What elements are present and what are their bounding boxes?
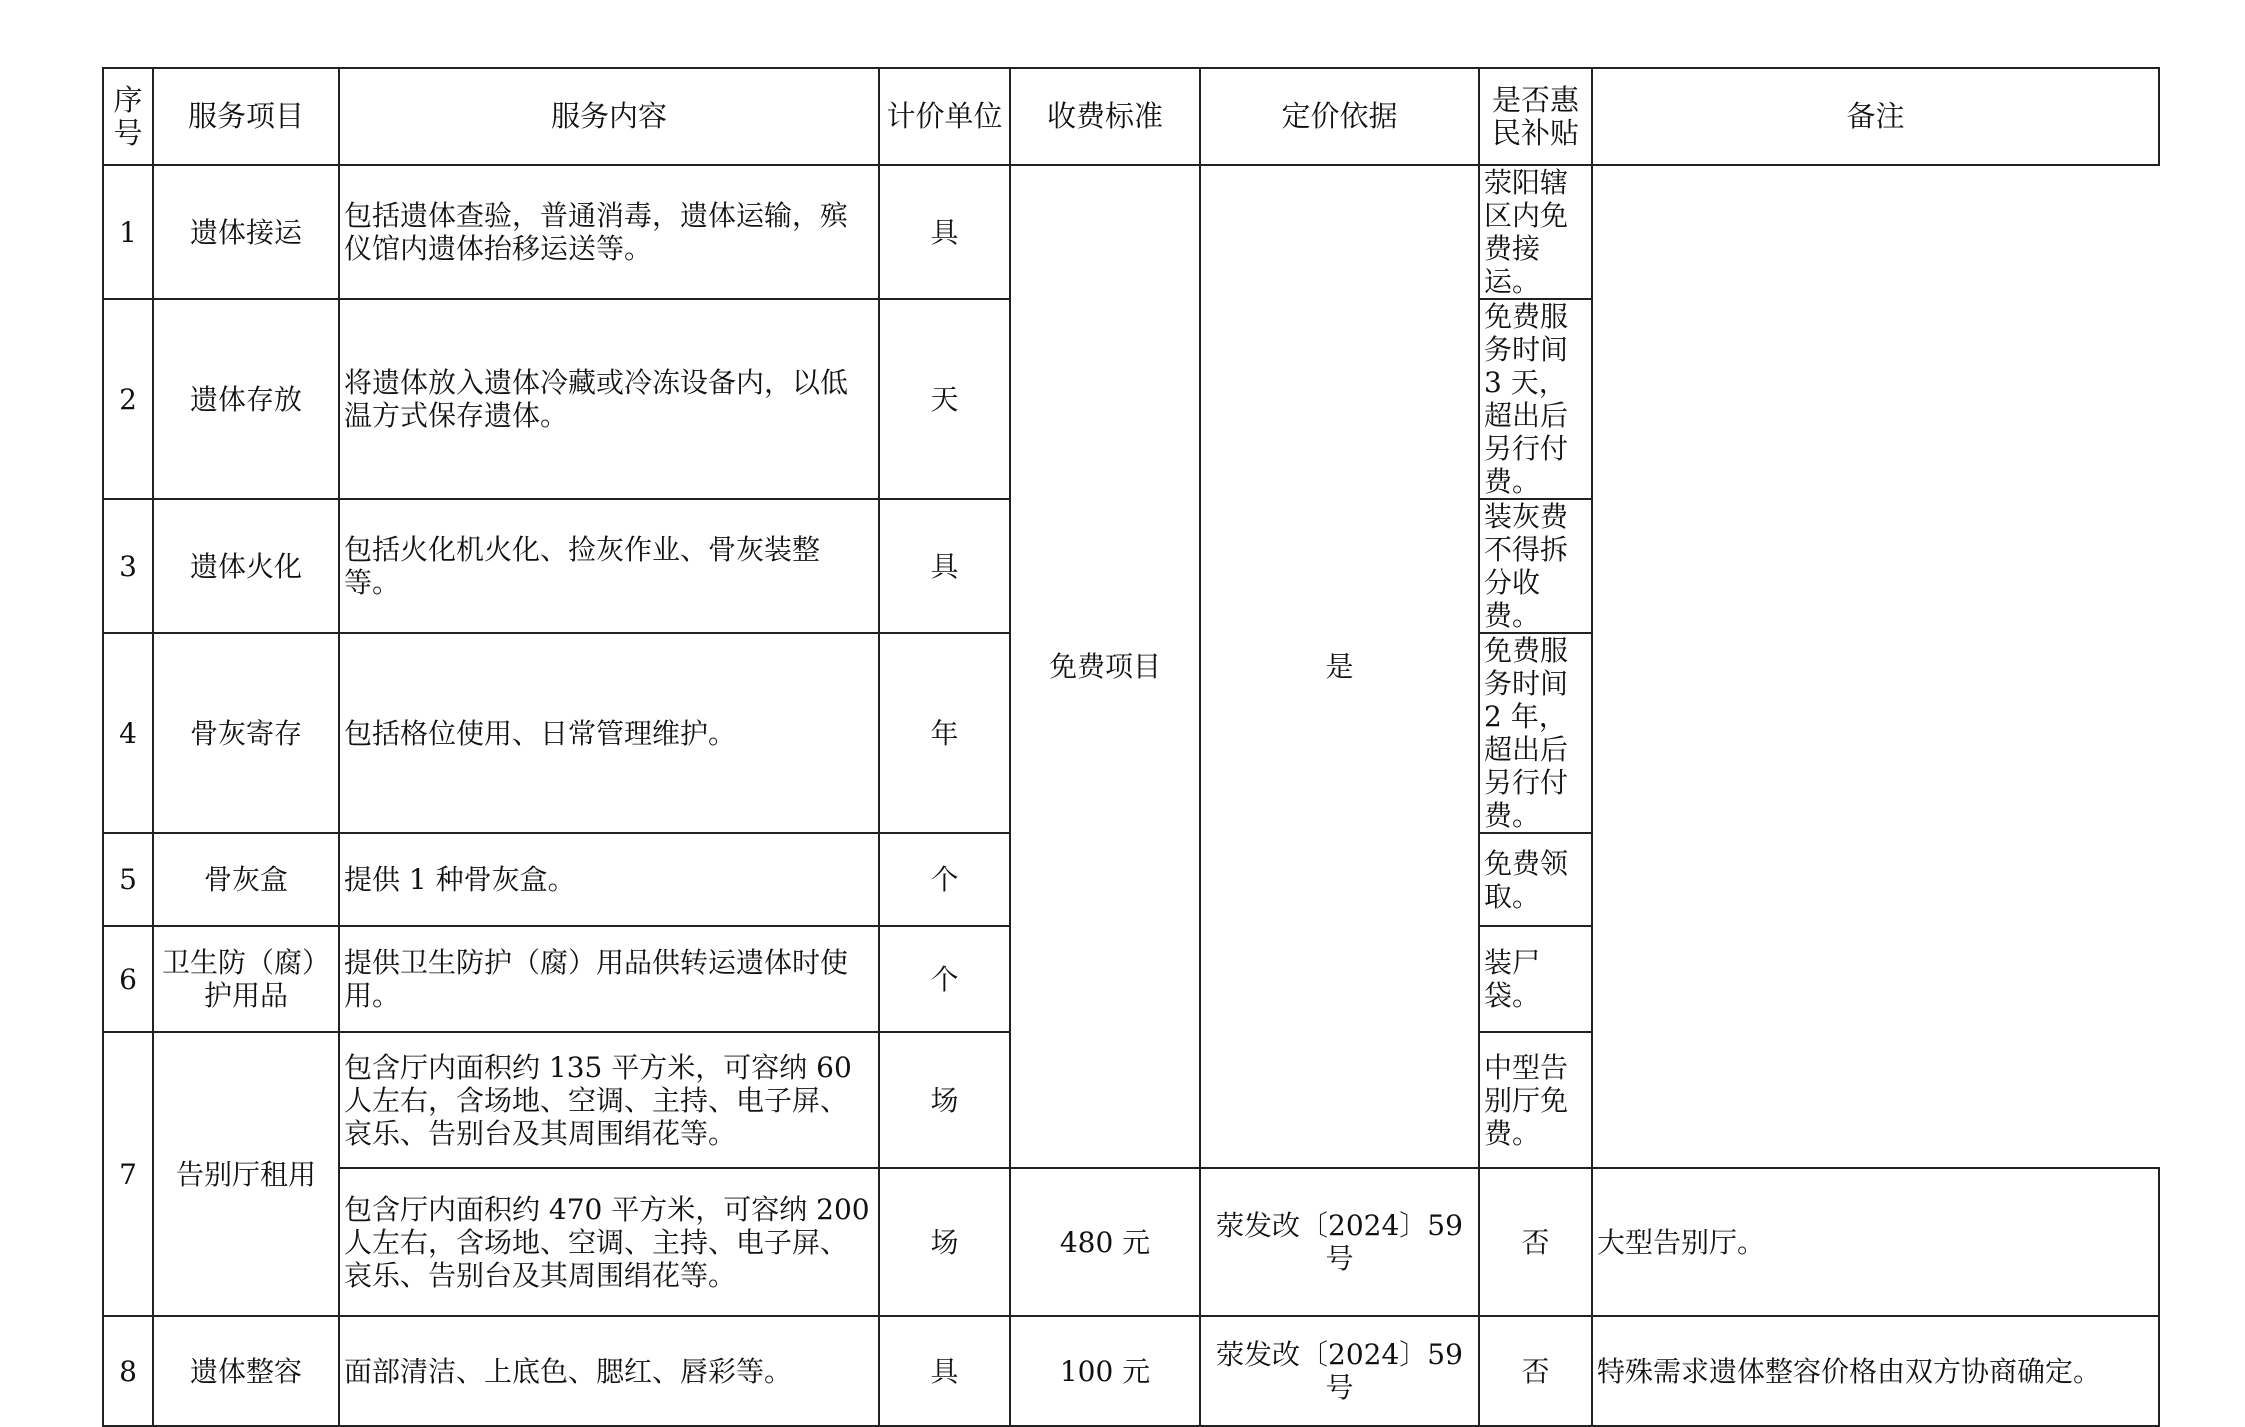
- row-seq: 6: [103, 926, 153, 1032]
- row-content: 面部清洁、上底色、腮红、唇彩等。: [339, 1316, 879, 1426]
- row-basis: 荥发改〔2024〕59 号: [1200, 1168, 1479, 1316]
- row-unit: 具: [879, 165, 1010, 299]
- row-remark: 特殊需求遗体整容价格由双方协商确定。: [1592, 1316, 2159, 1426]
- row-remark: 免费服务时间 2 年，超出后另行付费。: [1479, 633, 1592, 833]
- free-subsidy-cell: 是: [1200, 165, 1479, 1168]
- row-item: 遗体火化: [153, 499, 339, 633]
- row-unit: 个: [879, 833, 1010, 926]
- row-subsidy: 否: [1479, 1316, 1592, 1426]
- row-remark: 大型告别厅。: [1592, 1168, 2159, 1316]
- row-unit: 天: [879, 299, 1010, 499]
- row-item: 遗体整容: [153, 1316, 339, 1426]
- table-row: [103, 1168, 2159, 1316]
- row-item: 卫生防（腐）护用品: [153, 926, 339, 1032]
- row-seq: 3: [103, 499, 153, 633]
- row-seq: 4: [103, 633, 153, 833]
- row-price: 100 元: [1010, 1316, 1200, 1426]
- row-remark: 免费领取。: [1479, 833, 1592, 926]
- row-remark: 中型告别厅免费。: [1479, 1032, 1592, 1168]
- service-fee-table: [102, 67, 2160, 1427]
- row-seq: 5: [103, 833, 153, 926]
- fee-table-container: [102, 67, 2160, 1427]
- row-content: 包括格位使用、日常管理维护。: [339, 633, 879, 833]
- row-item: 告别厅租用: [153, 1032, 339, 1316]
- row-subsidy: 否: [1479, 1168, 1592, 1316]
- row-unit: 具: [879, 1316, 1010, 1426]
- header-row: [103, 68, 2159, 165]
- row-unit: 个: [879, 926, 1010, 1032]
- row-unit: 场: [879, 1168, 1010, 1316]
- row-remark: 免费服务时间 3 天，超出后另行付费。: [1479, 299, 1592, 499]
- free-price-cell: 免费项目: [1010, 165, 1200, 1168]
- row-item: 骨灰寄存: [153, 633, 339, 833]
- row-unit: 具: [879, 499, 1010, 633]
- row-price: 480 元: [1010, 1168, 1200, 1316]
- table-row: [103, 165, 2159, 299]
- row-remark: 装尸袋。: [1479, 926, 1592, 1032]
- row-seq: 7: [103, 1032, 153, 1316]
- row-seq: 2: [103, 299, 153, 499]
- header-unit: 计价单位: [879, 68, 1010, 165]
- row-unit: 年: [879, 633, 1010, 833]
- row-remark: 装灰费不得拆分收费。: [1479, 499, 1592, 633]
- table-row: [103, 1316, 2159, 1426]
- row-content: 提供 1 种骨灰盒。: [339, 833, 879, 926]
- row-seq: 1: [103, 165, 153, 299]
- row-content: 提供卫生防护（腐）用品供转运遗体时使用。: [339, 926, 879, 1032]
- row-remark: 荥阳辖区内免费接运。: [1479, 165, 1592, 299]
- row-seq: 8: [103, 1316, 153, 1426]
- header-seq: 序号: [103, 68, 153, 165]
- row-content: 包含厅内面积约 135 平方米，可容纳 60 人左右，含场地、空调、主持、电子屏、哀乐、告别台及其周围绢花等。: [339, 1032, 879, 1168]
- row-basis: 荥发改〔2024〕59 号: [1200, 1316, 1479, 1426]
- header-remark: 备注: [1592, 68, 2159, 165]
- row-content: 包含厅内面积约 470 平方米，可容纳 200 人左右，含场地、空调、主持、电子屏、哀乐、告别台及其周围绢花等。: [339, 1168, 879, 1316]
- row-unit: 场: [879, 1032, 1010, 1168]
- row-content: 包括遗体查验，普通消毒，遗体运输，殡仪馆内遗体抬移运送等。: [339, 165, 879, 299]
- row-item: 遗体存放: [153, 299, 339, 499]
- header-subsidy: 是否惠民补贴: [1479, 68, 1592, 165]
- row-content: 包括火化机火化、捡灰作业、骨灰装整等。: [339, 499, 879, 633]
- header-item: 服务项目: [153, 68, 339, 165]
- row-item: 骨灰盒: [153, 833, 339, 926]
- row-content: 将遗体放入遗体冷藏或冷冻设备内，以低温方式保存遗体。: [339, 299, 879, 499]
- header-content: 服务内容: [339, 68, 879, 165]
- row-item: 遗体接运: [153, 165, 339, 299]
- header-basis: 定价依据: [1200, 68, 1479, 165]
- header-price: 收费标准: [1010, 68, 1200, 165]
